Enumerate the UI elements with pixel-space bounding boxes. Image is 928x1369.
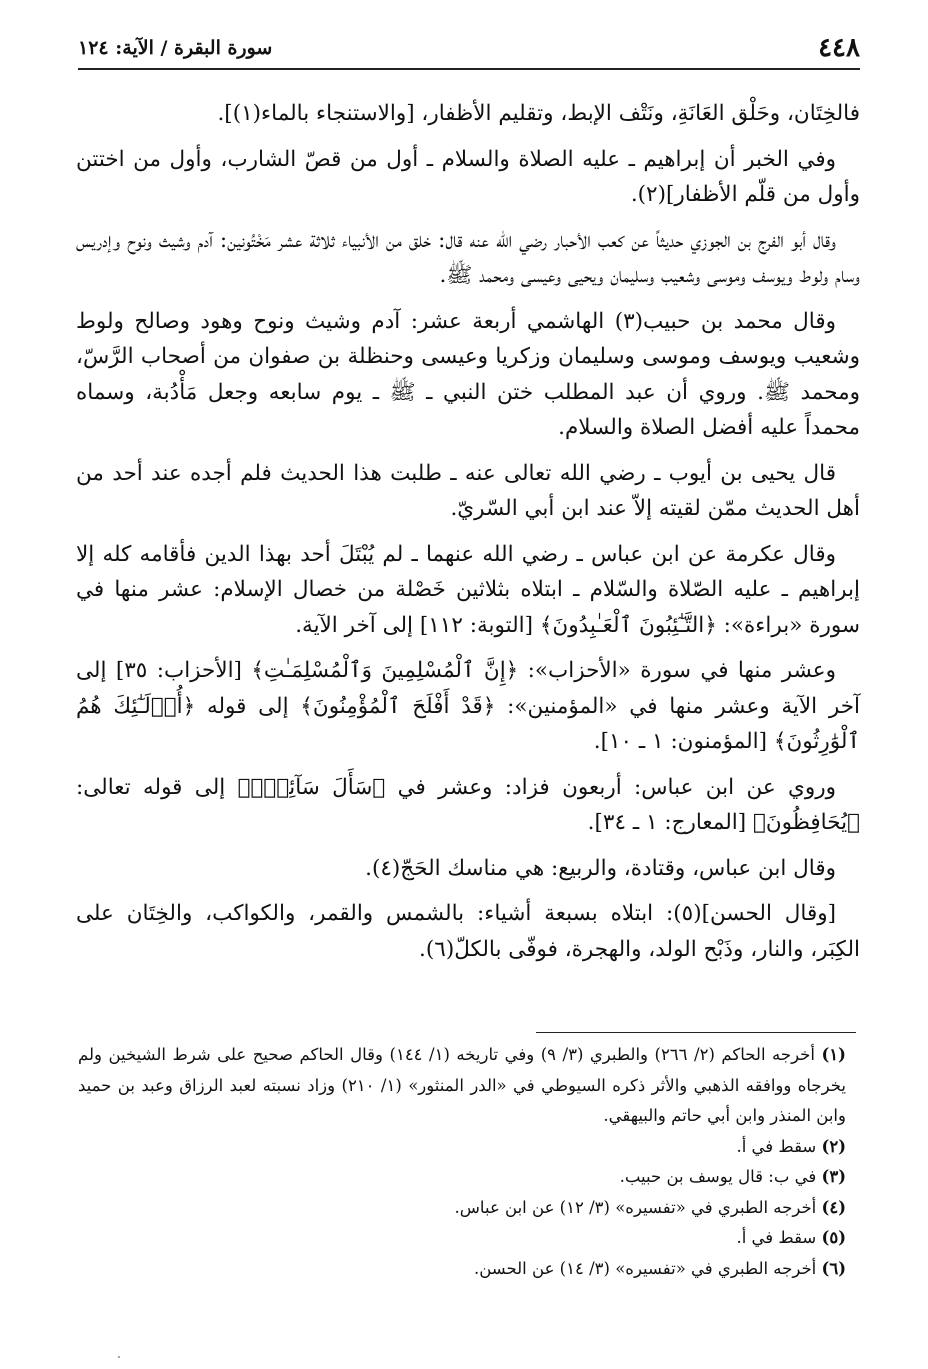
footnote <box>78 1132 860 1163</box>
paragraph: وعشر منها في سورة «الأحزاب»: ﴿إِنَّ ٱلْمُسْلِمِينَ وَٱلْمُسْلِمَـٰتِ﴾ [الأحزاب: ٣٥] إلى آخر الآية وعشر منها في «المؤمنين»: ﴿قَدْ أَفْلَحَ ٱلْمُؤْمِنُونَ﴾ إلى قوله ﴿أُو۟لَـٰٓئِكَ هُمُ ٱلْوَٰرِثُونَ﴾ [المؤمنون: ١ ـ ١٠]. <box>76 658 860 754</box>
footnote-number: (٣) <box>821 1167 846 1186</box>
footnote-text: سقط في أ. <box>736 1136 817 1156</box>
paragraph: وقال عكرمة عن ابن عباس ـ رضي الله عنهما ـ لم يُبْتَلَ أحد بهذا الدين فأقامه كله إلا إبراهيم ـ عليه الصّلاة والسّلام ـ ابتلاه بثلاثين خَصْلة من خصال الإسلام: عشر منها في سورة «براءة»: ﴿التَّـٰٓئِبُونَ ٱلْعَـٰبِدُونَ﴾ [التوبة: ١١٢] إلى آخر الآية. <box>76 541 860 638</box>
paragraph: وفي الخبر أن إبراهيم ـ عليه الصلاة والسلام ـ أول من قصّ الشارب، وأول من اختتن وأول من قلّم الأظفار](٢). <box>76 146 860 207</box>
footnote-text: سقط في أ. <box>736 1228 817 1247</box>
footnote-text: في ب: قال يوسف بن حبيب. <box>619 1167 817 1186</box>
footnote <box>78 1040 860 1132</box>
page-header <box>78 28 860 70</box>
footnote-number: (٢) <box>821 1136 846 1156</box>
footnotes <box>78 1040 860 1284</box>
footnote <box>78 1162 860 1193</box>
footnote-number: (٤) <box>821 1197 846 1217</box>
footnote-text: أخرجه الطبري في «تفسيره» (٣/ ١٢) عن ابن عباس. <box>454 1197 817 1217</box>
paragraph: فالخِتَان، وحَلْق العَانَةِ، ونَتْف الإبط، وتقليم الأظفار، [والاستنجاء بالماء(١)]. <box>217 101 860 126</box>
footnote-text: أخرجه الطبري في «تفسيره» (٣/ ١٤) عن الحسن. <box>473 1258 817 1278</box>
footnote <box>78 1193 860 1224</box>
footnote <box>78 1223 860 1254</box>
page-number: ٤٤٨ <box>818 33 860 63</box>
scan-speck <box>118 1356 120 1358</box>
main-text <box>76 96 860 977</box>
paragraph: وروي عن ابن عباس: أربعون فزاد: وعشر في ﴿سَأَلَ سَآئِلٌۢ﴾ إلى قوله تعالى: ﴿يُحَافِظُونَ﴾ [المعارج: ١ ـ ٣٤]. <box>76 774 860 835</box>
footnote <box>78 1254 860 1285</box>
footnote-text: أخرجه الحاكم (٢/ ٢٦٦) والطبري (٣/ ٩) وفي تاريخه (١/ ١٤٤) وقال الحاكم صحيح على شرط الشيخين ولم يخرجاه ووافقه الذهبي والأثر ذكره السيوطي في «الدر المنثور» (١/ ٢١٠) وزاد نسبته لعبد الرزاق وعبد بن حميد وابن المنذر وابن أبي حاتم والبيهقي. <box>78 1045 846 1125</box>
paragraph: وقال أبو الفرج بن الجوزي حديثاً عن كعب الأحبار رضي الله عنه قال: خلق من الأنبياء ثلاثة عشر مَخْتُونين: آدم وشيث ونوح وإدريس وسام ولوط ويوسف وموسى وشعيب وسليمان ويحيى وعيسى ومحمد ﷺ. <box>76 227 860 288</box>
footnote-number: (١) <box>821 1045 846 1064</box>
paragraph: وقال محمد بن حبيب(٣) الهاشمي أربعة عشر: آدم وشيث ونوح وهود وصالح ولوط وشعيب ويوسف وموسى وسليمان وزكريا وعيسى وحنظلة بن صفوان من أصحاب الرَّسّ، ومحمد ﷺ. وروي أن عبد المطلب ختن النبي ـ ﷺ ـ يوم سابعه وجعل مَأْدُبة، وسماه محمداً عليه أفضل الصلاة والسلام. <box>76 308 860 440</box>
running-title: سورة البقرة / الآية: ١٢٤ <box>78 37 273 59</box>
paragraph: وقال ابن عباس، وقتادة، والربيع: هي مناسك الحَجّ(٤). <box>365 855 836 881</box>
paragraph: [وقال الحسن](٥): ابتلاه بسبعة أشياء: بالشمس والقمر، والكواكب، والخِتَان على الكِبَر، والنار، وذَبْح الولد، والهجرة، فوفّى بالكلّ(٦). <box>76 901 860 962</box>
paragraph: قال يحيى بن أيوب ـ رضي الله تعالى عنه ـ طلبت هذا الحديث فلم أجده عند أحد من أهل الحديث ممّن لقيته إلاّ عند ابن أبي السّريّ. <box>76 460 860 521</box>
footnote-number: (٦) <box>821 1258 846 1278</box>
footnote-divider <box>536 1032 856 1033</box>
footnote-number: (٥) <box>821 1228 846 1247</box>
